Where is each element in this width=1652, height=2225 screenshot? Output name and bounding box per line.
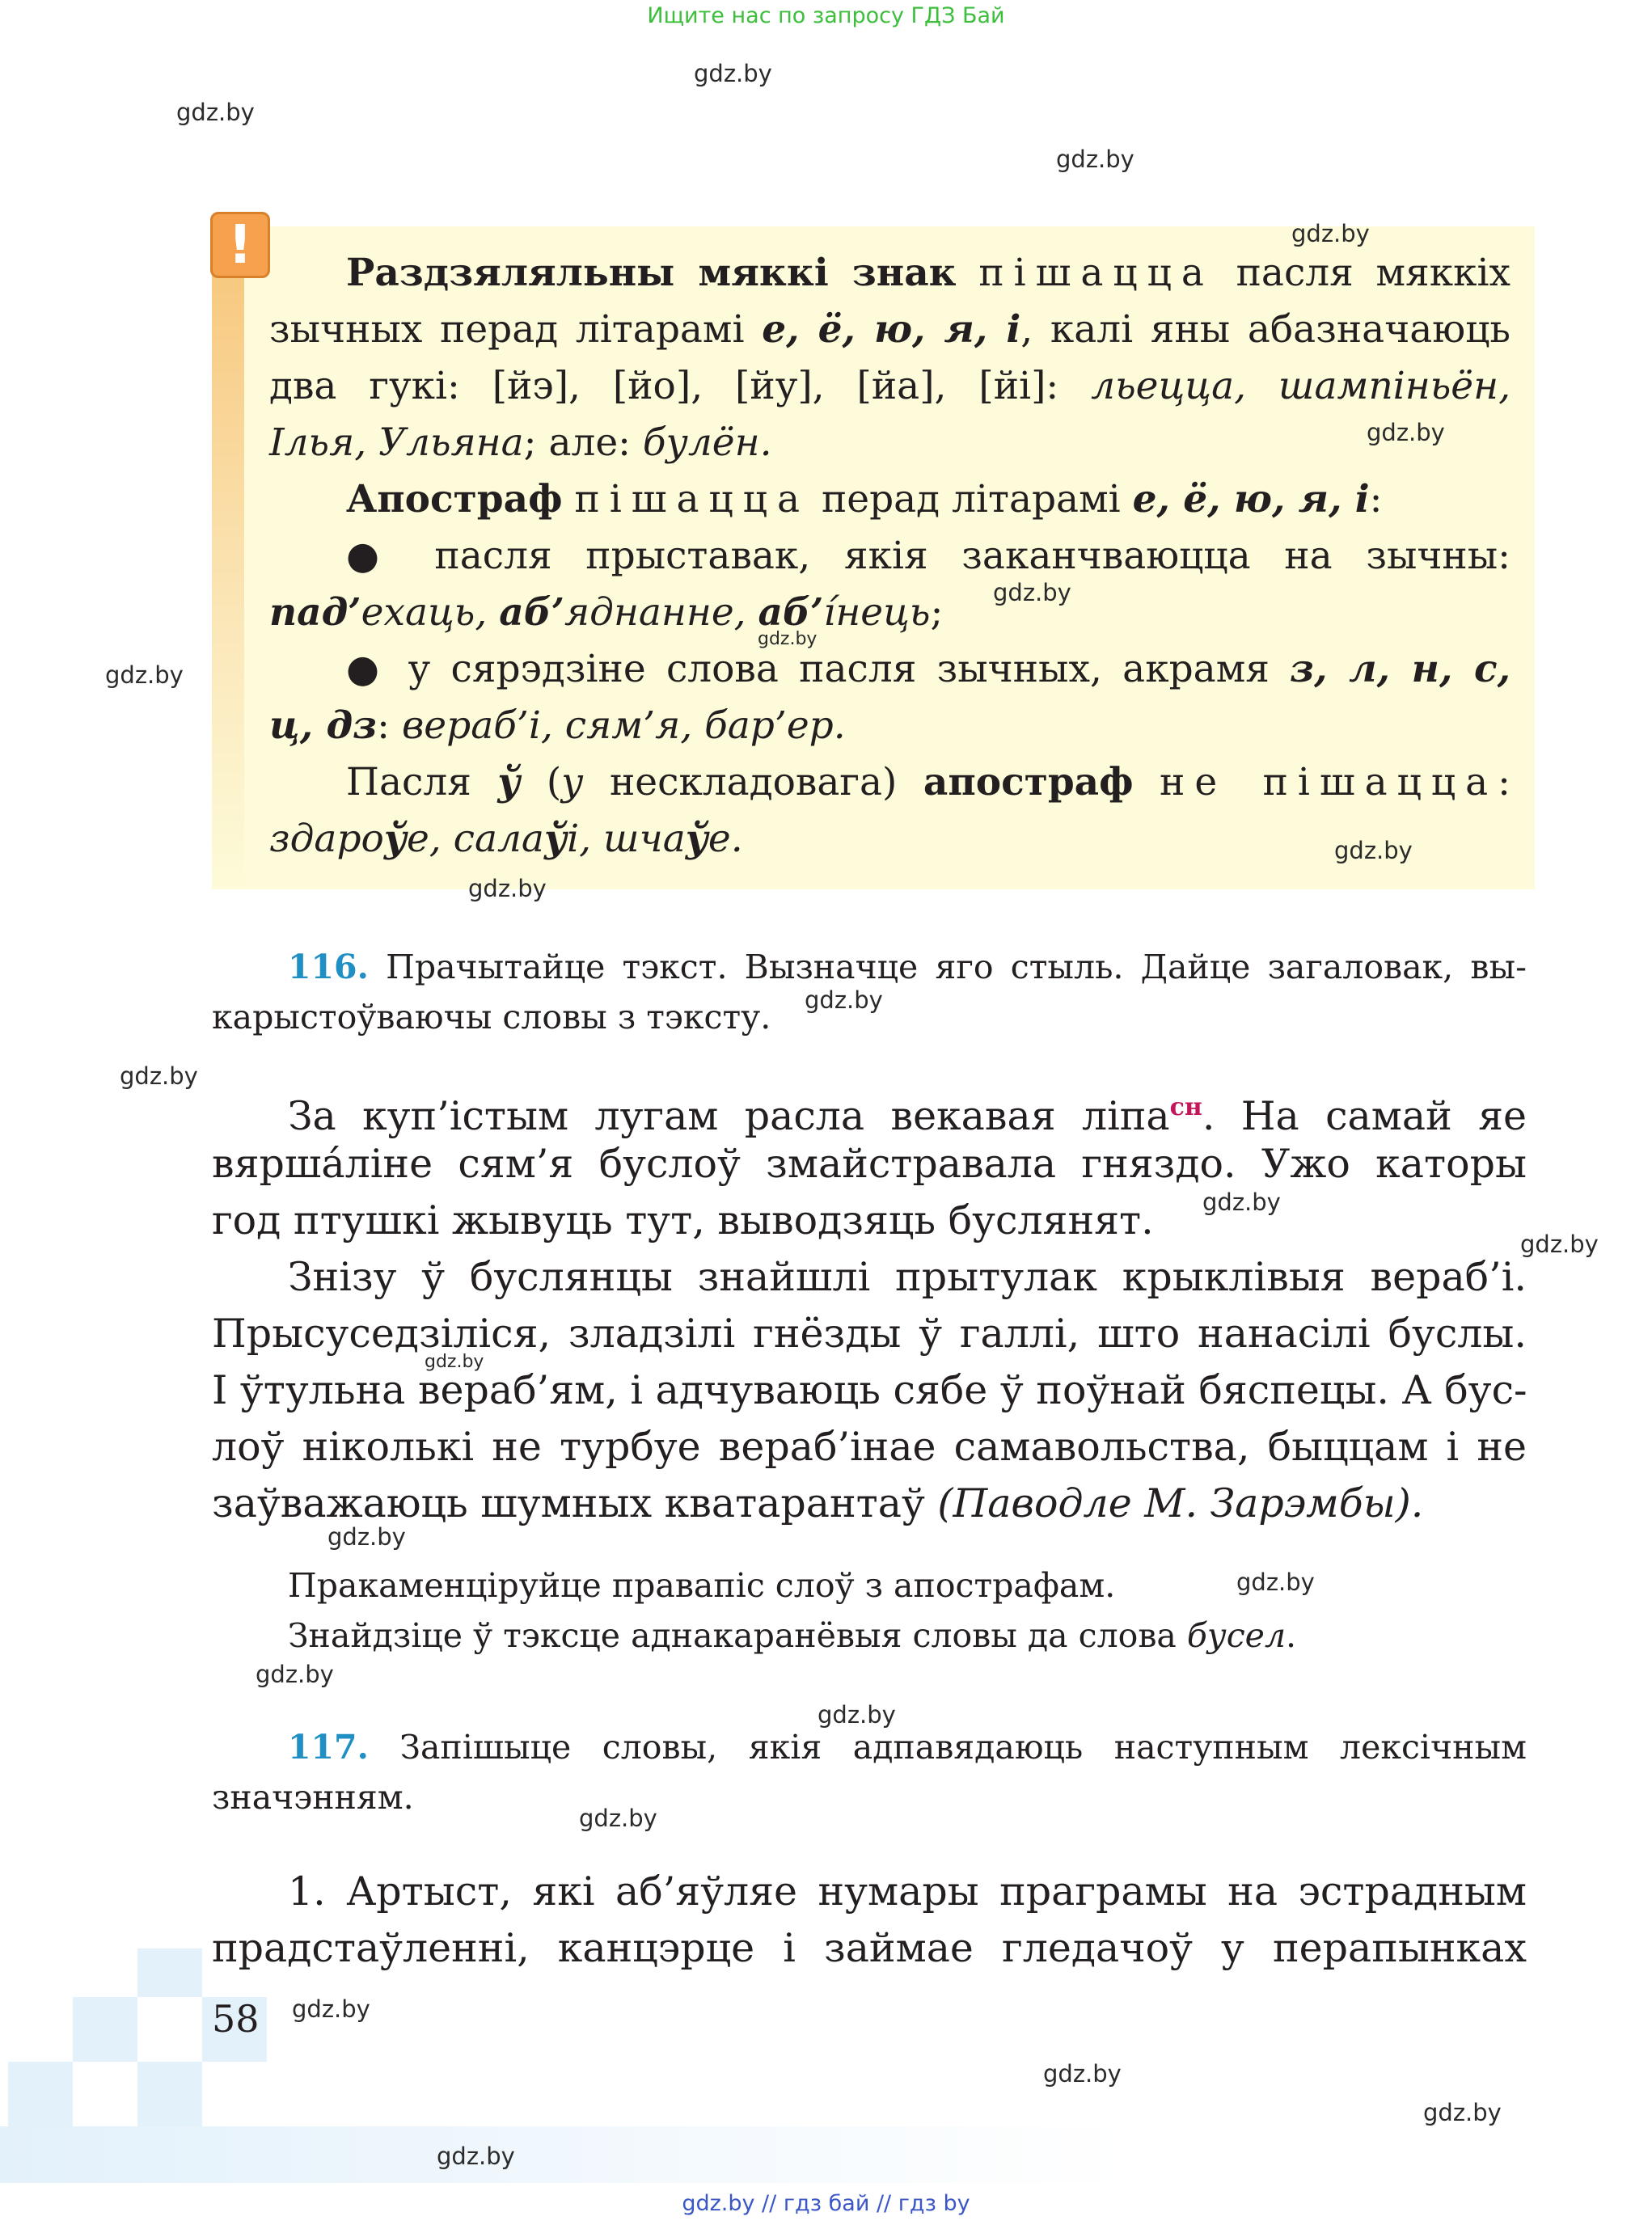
decor-tile (8, 2062, 73, 2126)
top-banner[interactable]: Ищите нас по запросу ГДЗ Бай (647, 3, 1005, 28)
task-117-line (212, 1772, 1527, 1822)
rule-letters: ц, дз (269, 703, 378, 748)
watermark: gdz.by (1520, 1231, 1599, 1258)
watermark: gdz.by (1423, 2099, 1502, 2126)
text-content: лоў ніколькі не турбуе вераб’інае самавольства, быццам і не (212, 1424, 1527, 1470)
text-content: За куп’істым лугам расла векавая ліпа (288, 1093, 1170, 1139)
rule-spaced: пішацца (574, 477, 809, 521)
task-116-line (288, 942, 1527, 992)
rule-example: яднанне, (564, 590, 758, 635)
watermark: gdz.by (327, 1523, 406, 1551)
watermark: gdz.by (1236, 1568, 1315, 1596)
rule-term: Раздзяляльны мяккі знак (346, 251, 957, 295)
rule-letters: ў (383, 817, 407, 861)
question-1 (288, 1560, 1115, 1611)
watermark: gdz.by (1334, 837, 1413, 864)
rule-letters: е, ё, ю, я, і (762, 307, 1021, 352)
watermark: gdz.by (468, 875, 547, 902)
rule-text: перад літарамі (821, 477, 1133, 521)
rule-line (269, 302, 1510, 358)
rule-line (269, 585, 1510, 641)
footnote-mark[interactable]: сн (1169, 1093, 1202, 1121)
rule-example: і́нець (823, 590, 931, 635)
rule-text: Пасля (346, 760, 498, 804)
rule-letters: ў (685, 817, 708, 861)
watermark: gdz.by (579, 1805, 657, 1832)
page-number: 58 (212, 1997, 260, 2041)
watermark: gdz.by (1202, 1188, 1281, 1216)
decor-tile (137, 1948, 202, 1997)
watermark: gdz.by (993, 579, 1071, 606)
task-text: значэнням. (212, 1778, 414, 1817)
text-line (212, 1193, 1527, 1249)
rule-line (346, 245, 1510, 302)
text-line (212, 1920, 1527, 1977)
rule-line (346, 471, 1510, 528)
rule-text: : (377, 703, 402, 748)
decor-band (0, 2126, 1132, 2183)
bottom-banner[interactable]: gdz.by // гдз бай // гдз by (682, 2191, 970, 2216)
rule-letters: ў (497, 760, 521, 804)
rule-example: здаро (269, 817, 384, 861)
text-line (288, 1249, 1527, 1306)
rule-letters: з, л, н, с, (1290, 647, 1510, 691)
rule-text: : (1369, 477, 1383, 521)
watermark: gdz.by (1367, 419, 1445, 446)
rule-text: ● пасля прыставак, якія заканчваюцца на зычны: (346, 534, 1510, 578)
watermark: gdz.by (758, 629, 818, 649)
decor-tile (73, 1997, 137, 2062)
rule-letters: ў (543, 817, 568, 861)
question-text: Пракаменціруйце правапіс слоў з апострафам. (288, 1566, 1116, 1605)
rule-line (269, 698, 1510, 754)
rule-example: е, сала (406, 817, 544, 861)
question-word: бусел (1186, 1616, 1287, 1655)
task-number: 117. (288, 1728, 369, 1767)
rule-spaced: не пішацца (1160, 760, 1498, 804)
question-text: . (1286, 1616, 1297, 1655)
task-text: Прачытайце тэкст. Вызначце яго стыль. Дайце загаловак, вы- (368, 948, 1527, 986)
rule-term: апостраф (923, 760, 1134, 804)
question-text: Знайдзіце ў тэксце аднакаранёвыя словы да слова (288, 1616, 1187, 1655)
rule-bullet (346, 528, 1510, 585)
watermark: gdz.by (1056, 146, 1134, 173)
rule-text: : (1498, 760, 1510, 804)
task-text: Запішыце словы, якія адпавядаюць наступным лексічным (368, 1728, 1527, 1767)
watermark: gdz.by (805, 986, 883, 1014)
rule-example-prefix: аб’ (499, 590, 565, 635)
watermark: gdz.by (292, 1995, 370, 2023)
task-text: карыстоўваючы словы з тэксту. (212, 998, 771, 1037)
rule-text: два гукі: [йэ], [йо], [йу], [йа], [йі]: (269, 364, 1092, 408)
watermark: gdz.by (120, 1062, 198, 1090)
watermark: gdz.by (425, 1352, 484, 1372)
rule-line (269, 811, 1510, 868)
rule-example: вераб’і, сям’я, бар’ер. (401, 703, 846, 748)
rule-example: Ілья, Ульяна (269, 420, 524, 465)
question-2 (288, 1611, 1296, 1661)
rule-text: ● у сярэдзіне слова пасля зычных, акрамя (346, 647, 1291, 691)
text-line (212, 1362, 1527, 1419)
watermark: gdz.by (176, 99, 255, 126)
rule-text: зычных перад літарамі (269, 307, 763, 352)
text-line (288, 1079, 1527, 1145)
rule-example: льецца, шампіньён, (1091, 364, 1511, 408)
rule-box-strip (212, 275, 244, 889)
rule-letters: е, ё, ю, я, і (1132, 477, 1370, 521)
rule-line (269, 358, 1510, 415)
text-content: Прысуседзіліся, зладзілі гнёзды ў галлі, што нанасілі буслы. (212, 1311, 1527, 1357)
rule-example-prefix: аб’ (758, 590, 824, 635)
rule-text: , калі яны абазначаюць (1020, 307, 1511, 352)
watermark: gdz.by (105, 661, 184, 689)
rule-term: Апостраф (346, 477, 563, 521)
text-line (212, 1136, 1527, 1193)
rule-letters: у (561, 760, 584, 804)
rule-text: ( (520, 760, 562, 804)
text-source: (Паводле М. Зарэмбы). (937, 1480, 1424, 1526)
text-line (212, 1419, 1527, 1476)
rule-example: булён. (642, 420, 772, 465)
text-content: заўважаюць шумных кватарантаў (212, 1480, 938, 1526)
text-content: Знізу ў буслянцы знайшлі прытулак крыклівыя вераб’і. (288, 1254, 1527, 1300)
rule-text: нескладовага) (583, 760, 923, 804)
rule-spaced: пішацца (978, 251, 1214, 295)
watermark: gdz.by (818, 1701, 896, 1729)
rule-example: ехаць, (361, 590, 500, 635)
rule-bullet (346, 641, 1510, 698)
rule-example-prefix: пад’ (269, 590, 361, 635)
watermark: gdz.by (437, 2143, 515, 2170)
text-line (212, 1306, 1527, 1362)
text-content: год птушкі жывуць тут, выводзяць буслянят. (212, 1197, 1154, 1243)
watermark: gdz.by (1043, 2060, 1122, 2088)
text-content: прадстаўленні, канцэрце і займае гледачоў у перапынках (212, 1925, 1527, 1971)
exclamation-icon: ! (210, 212, 270, 278)
rule-line (269, 415, 1510, 471)
rule-example: і, шча (567, 817, 686, 861)
text-content: 1. Артыст, які аб’яўляе нумары праграмы на эстрадным (288, 1868, 1527, 1915)
task-number: 116. (288, 948, 369, 986)
decor-tile (137, 2062, 202, 2126)
rule-text: ; (930, 590, 944, 635)
watermark: gdz.by (256, 1661, 334, 1688)
text-content: вярша́ліне сям’я буслоў змайстравала гняздо. Ужо каторы (212, 1141, 1527, 1187)
task-117-line (288, 1722, 1527, 1772)
text-content: . На самай яе (1202, 1093, 1527, 1139)
rule-line (346, 754, 1510, 811)
rule-text: пасля мяккіх (1236, 251, 1510, 295)
rule-example: е. (708, 817, 743, 861)
text-line (212, 1476, 1527, 1532)
watermark: gdz.by (1291, 220, 1370, 247)
watermark: gdz.by (694, 60, 772, 87)
rule-text: ; але: (523, 420, 643, 465)
text-line (288, 1864, 1527, 1920)
text-content: І ўтульна вераб’ям, і адчуваюць сябе ў поўнай бяспецы. А бус- (212, 1367, 1527, 1413)
